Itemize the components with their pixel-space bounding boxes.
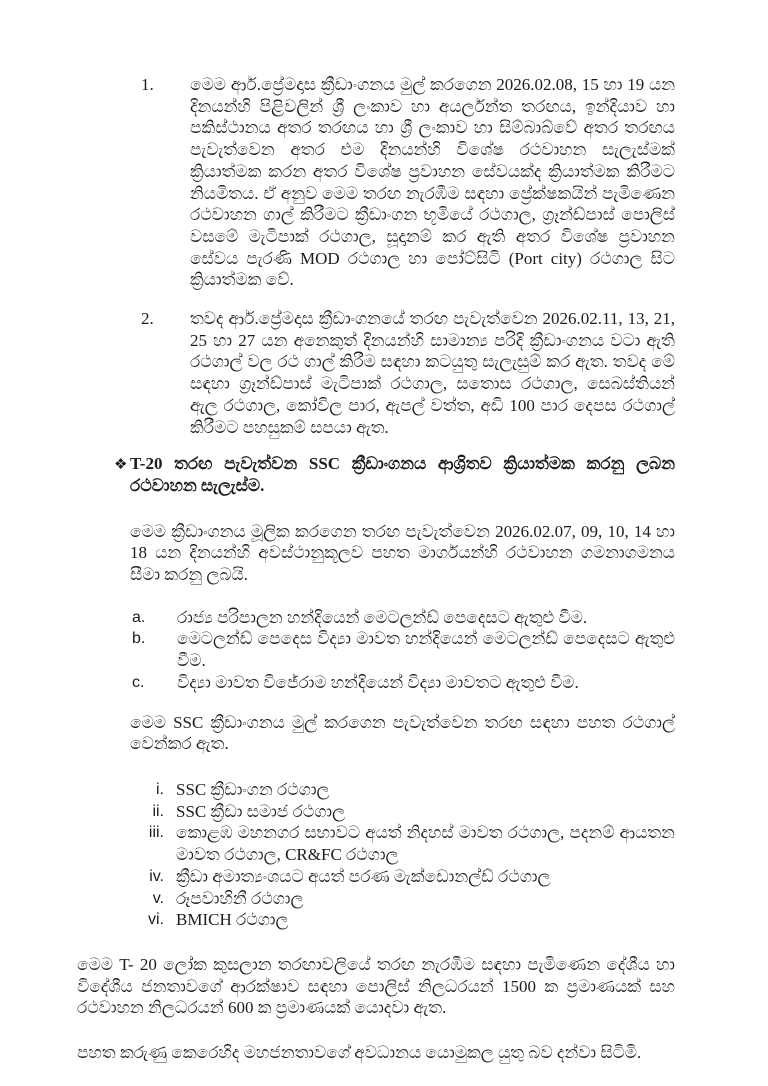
list-marker: c.	[132, 673, 145, 691]
parking-item-vi	[0, 909, 768, 931]
list-marker: b.	[132, 630, 146, 648]
numbered-item-2	[0, 308, 768, 438]
restricted-roads-list	[0, 607, 768, 694]
parking-item-i	[0, 779, 768, 801]
list-item-text: SSC ක්‍රීඩා සමාජ රථගාල	[176, 801, 346, 821]
diamond-bullet-icon: ❖	[114, 455, 128, 474]
list-item-text: රාජ්‍ය පරිපාලන හන්දියෙන් මෙටලන්ඩ් පෙදෙසට ඇතුළු වීම.	[177, 607, 588, 627]
list-marker: iv.	[149, 867, 164, 885]
list-marker: v.	[152, 889, 164, 907]
list-item-text: ක්‍රීඩා අමාත්‍යංශයට අයත් පරණ මැක්ඩොනල්ඩ් රථගාල	[176, 866, 551, 886]
parking-intro-paragraph: මෙම SSC ක්‍රීඩාංගනය මුල් කරගෙන පැවැත්වෙන තරඟ සඳහා පහත රථගාල් වෙන්කර ඇත.	[130, 712, 675, 754]
list-marker: vi.	[148, 911, 164, 929]
item-number: 2.	[141, 309, 154, 329]
numbered-item-1	[0, 74, 768, 291]
road-item-a	[0, 607, 768, 629]
parking-lots-list	[0, 779, 768, 931]
list-marker: iii.	[148, 824, 164, 842]
parking-item-iii	[0, 822, 768, 865]
item-text: මෙම ආර්.ප්‍රේමදාස ක්‍රීඩාංගනය මුල් කරගෙන 2026.02.08, 15 හා 19 යන දිනයන්හි පිළිවලින් ශ්‍රී ලංකාව හා අයර්ලන්ත තරඟය, ඉන්දියාව හා පකිස්ථානය අතර තරඟය හා ශ්‍රී ලංකාව හා සිම්බාබ්වේ අතර තරඟය පැවැත්වෙන අතර එම දිනයන්හි විශේෂ රථවාහන සැලැස්මක් ක්‍රියාත්මක කරන අතර විශේෂ ප්‍රවාහන සේවයක්ද ක්‍රියාත්මක කිරීමට නියමිතය. ඒ අනුව මෙම තරඟ නැරඹීම සඳහා ප්‍රේක්ෂකයින් පැමිණෙන රථවාහන ගාල් කිරීමට ක්‍රීඩාංගන භූමියේ රථගාල, ග්‍රෑන්ඩ්පාස් පොලිස් වසමේ මැටිපාක් රථගාල, සූදානම් කර ඇති අතර විශේෂ ප්‍රවාහන සේවය පැරණි MOD රථගාල හා පෝට්සිටි (Port city) රථගාල සිට ක්‍රියාත්මක වේ.	[190, 75, 675, 290]
list-item-text: BMICH රථගාල	[176, 910, 289, 930]
list-item-text: SSC ක්‍රීඩාංගන රථගාල	[176, 779, 330, 799]
closing-paragraph-1: මෙම T- 20 ලෝක කුසලාන තරඟාවලියේ තරඟ නැරඹීම සඳහා පැමිණෙන දේශීය හා විදේශීය ජනතාවගේ ආරක්ෂාව සඳහා පොලිස් නිලධරයන් 1500 ක ප්‍රමාණයක් සහ රථවාහන නිලධරයන් 600 ක ප්‍රමාණයක් යොදවා ඇත.	[77, 954, 675, 1018]
list-marker: a.	[132, 608, 146, 626]
list-marker: i.	[156, 780, 164, 798]
section-heading-text: T-20 තරඟ පැවැත්වන SSC ක්‍රීඩාංගනය ආශ්‍රිතව ක්‍රියාත්මක කරනු ලබන රථවාහන සැලැස්ම.	[130, 454, 675, 495]
road-item-c	[0, 672, 768, 694]
item-text: තවද ආර්.ප්‍රේමදාස ක්‍රීඩාංගනයේ තරඟ පැවැත්වෙන 2026.02.11, 13, 21, 25 හා 27 යන අනෙකුත් දිනයන්හි සාමාන්‍ය පරිදි ක්‍රීඩාංගනය වටා ඇති රථගාල් වල රථ ගාල් කිරීම සඳහා කටයුතු සැලැසුම් කර ඇත. තවද මේ සඳහා ග්‍රෑන්ඩ්පාස් මැටිපාක් රථගාල, සතොස රථගාල, සෙබස්තියන් ඇල රථගාල, කෝවිල පාර, ඇපල් වත්ත, අඩි 100 පාර දෙපස රථගාල් කිරීමට පහසුකම් සපයා ඇත.	[190, 309, 675, 437]
list-item-text: රූපවාහිනී රථගාල	[176, 888, 304, 908]
section-heading	[0, 453, 768, 496]
list-item-text: මෙටලන්ඩ් පෙදෙස විද්‍යා මාවත හන්දියෙන් මෙටලන්ඩ් පෙදෙසට ඇතුළු වීම.	[177, 629, 675, 671]
list-marker: ii.	[152, 802, 164, 820]
closing-paragraph-2: පහත කරුණු කෙරෙහිද මහජනතාවගේ අවධානය යොමුකල යුතු බව දන්වා සිටිමි.	[77, 1043, 642, 1063]
parking-item-v	[0, 888, 768, 910]
road-item-b	[0, 628, 768, 671]
list-item-text: කොළඹ මහනගර සභාවට අයත් නිදහස් මාවත රථගාල, පදනම් ආයතන මාවත රථගාල, CR&FC රථගාල	[176, 823, 675, 865]
parking-item-iv	[0, 866, 768, 888]
list-item-text: විද්‍යා මාවත විජේරාම හන්දියෙන් විද්‍යා මාවතට ඇතුළු වීම.	[177, 672, 579, 692]
section-intro-paragraph: මෙම ක්‍රීඩාංගනය මූලික කරගෙන තරඟ පැවැත්වෙන 2026.02.07, 09, 10, 14 හා 18 යන දිනයන්හි අවස්ථානුකූලව පහත මාර්ගයන්හි රථවාහන ගමනාගමනය සීමා කරනු ලබයි.	[130, 521, 675, 585]
parking-item-ii	[0, 801, 768, 823]
item-number: 1.	[141, 75, 154, 94]
